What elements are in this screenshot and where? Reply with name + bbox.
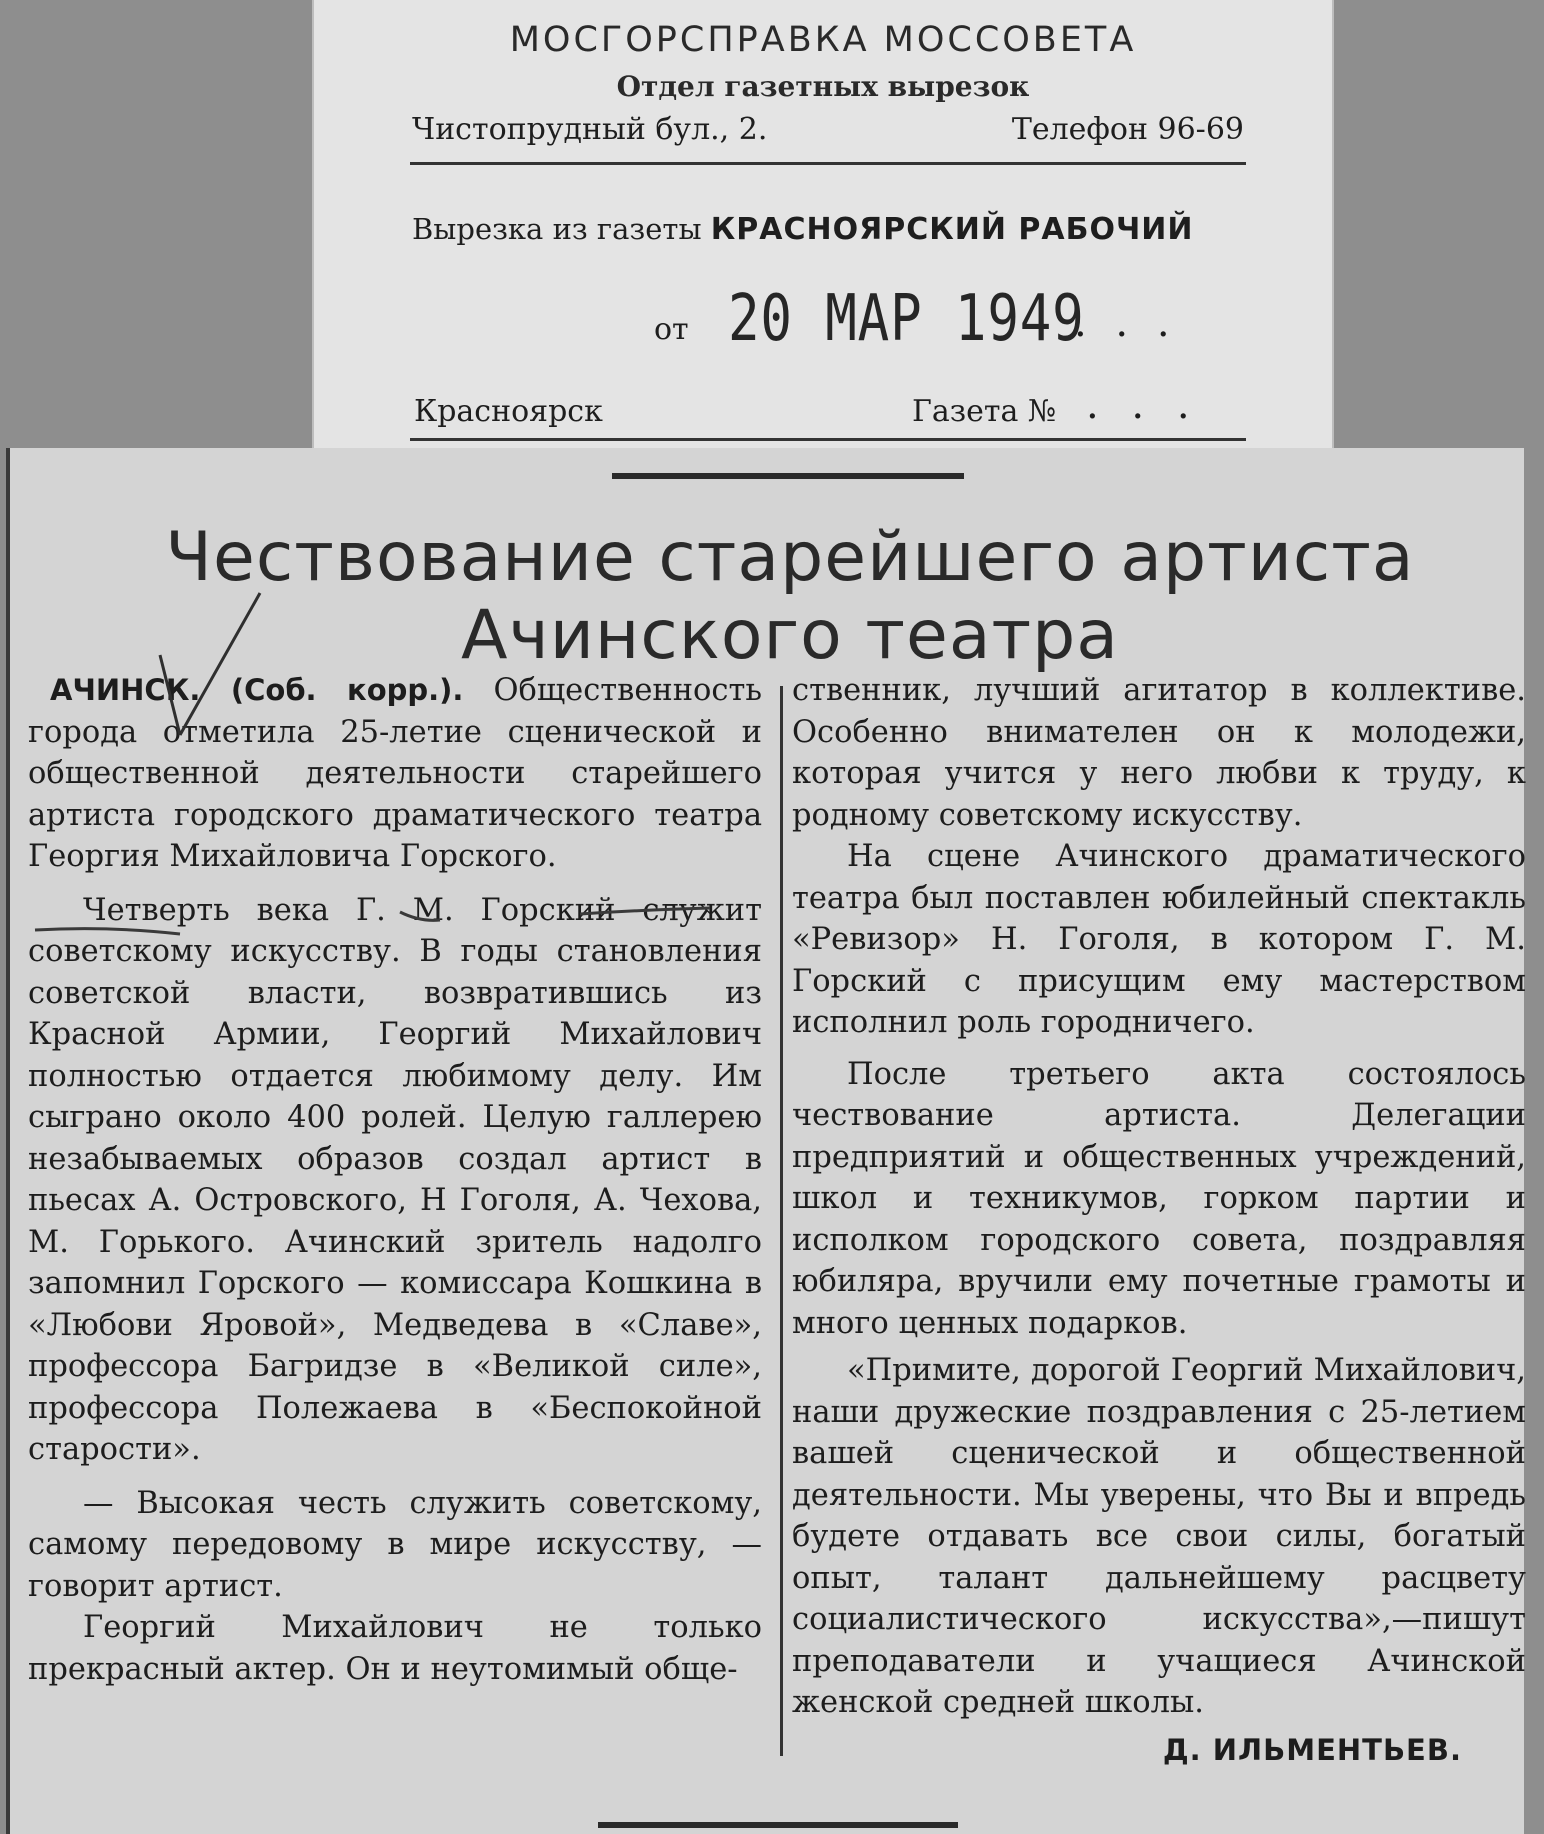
paragraph-5: На сцене Ачинского драматического театра был поставлен юбилейный спектакль «Ревизор» Н. Гоголя, в котором Г. М. Горский с присущим ему мастерством исполнил роль городничего. xyxy=(792,839,1526,1040)
paragraph-6: После третьего акта состоялось чествование артиста. Делегации предприятий и общественных учреждений, школ и техникумов, горком партии и исполком городского совета, поздравляя юбиляра, вручили ему почетные грамоты и много ценных подарков. xyxy=(792,1056,1526,1341)
bottom-rule xyxy=(598,1822,958,1828)
department-name: Отдел газетных вырезок xyxy=(616,70,1030,103)
newspaper-clipping xyxy=(6,448,1524,1834)
newspaper-name: КРАСНОЯРСКИЙ РАБОЧИЙ xyxy=(710,212,1194,247)
header-divider xyxy=(410,162,1246,165)
phone: Телефон 96-69 xyxy=(1011,112,1244,147)
city: Красноярск xyxy=(414,394,603,429)
cutting-prefix: Вырезка из газеты xyxy=(412,212,702,246)
column-divider xyxy=(780,686,783,1756)
right-column xyxy=(792,670,1526,1771)
issue-label: Газета № xyxy=(912,394,1057,429)
top-rule xyxy=(612,473,964,479)
left-column xyxy=(28,670,762,1690)
headline-line-2: Ачинского театра xyxy=(461,596,1119,675)
date-prefix: от xyxy=(654,312,689,347)
paragraph-2: Четверть века Г. М. Горский служит советскому искусству. В годы становления советской власти, возвратившись из Красной Армии, Георгий Михайлович полностью отдается любимому делу. Им сыграно около 400 ролей. Целую галлерею незабываемых образов создал артист в пьесах А. Островского, Н Гоголя, А. Чехова, М. Горького. Ачинский зритель надолго запомнил Горского — комиссара Кошкина в «Любови Яровой», Медведева в «Славе», профессора Багридзе в «Великой силе», профессора Полежаева в «Беспокойной старости». xyxy=(28,892,762,1467)
paragraph-4-right: ственник, лучший агитатор в коллективе. Особенно внимателен он к молодежи, которая учится у него любви к труду, к родному советскому искусству. xyxy=(792,673,1526,833)
headline-line-1: Чествование старейшего артиста xyxy=(165,518,1415,597)
date-dots: . . . xyxy=(1074,300,1178,346)
cutting-source xyxy=(412,212,1193,247)
lead-text: Общественность города отметила 25-летие сценической и общественной деятельности старейшего артиста городского драматического театра Георгия Михайловича Горского. xyxy=(28,673,762,874)
author-signature: Д. ИЛЬМЕНТЬЕВ. xyxy=(1162,1732,1462,1767)
issue-dots: . . . xyxy=(1086,382,1200,428)
address: Чистопрудный бул., 2. xyxy=(412,112,768,147)
paragraph-4-left: Георгий Михайлович не только прекрасный актер. Он и неутомимый обще- xyxy=(28,1610,762,1687)
paragraph-3: — Высокая честь служить советскому, самому передовому в мире искусству, — говорит артист. xyxy=(28,1485,762,1604)
date-stamp: 20 МАР 1949 xyxy=(728,282,1085,356)
dateline: АЧИНСК. (Соб. корр.). xyxy=(50,673,464,707)
paragraph-7: «Примите, дорогой Георгий Михайлович, наши дружеские поздравления с 25-летием вашей сценической и общественной деятельности. Мы уверены, что Вы и впредь будете отдавать все свои силы, богатый опыт, талант дальнейшему расцвету социалистического искусства»,—пишут преподаватели и учащиеся Ачинской женской средней школы. xyxy=(792,1353,1526,1720)
agency-name: МОСГОРСПРАВКА МОССОВЕТА xyxy=(509,20,1137,60)
header-bottom-rule xyxy=(410,438,1246,441)
clipping-service-label xyxy=(312,0,1334,452)
lead-paragraph xyxy=(28,670,762,878)
